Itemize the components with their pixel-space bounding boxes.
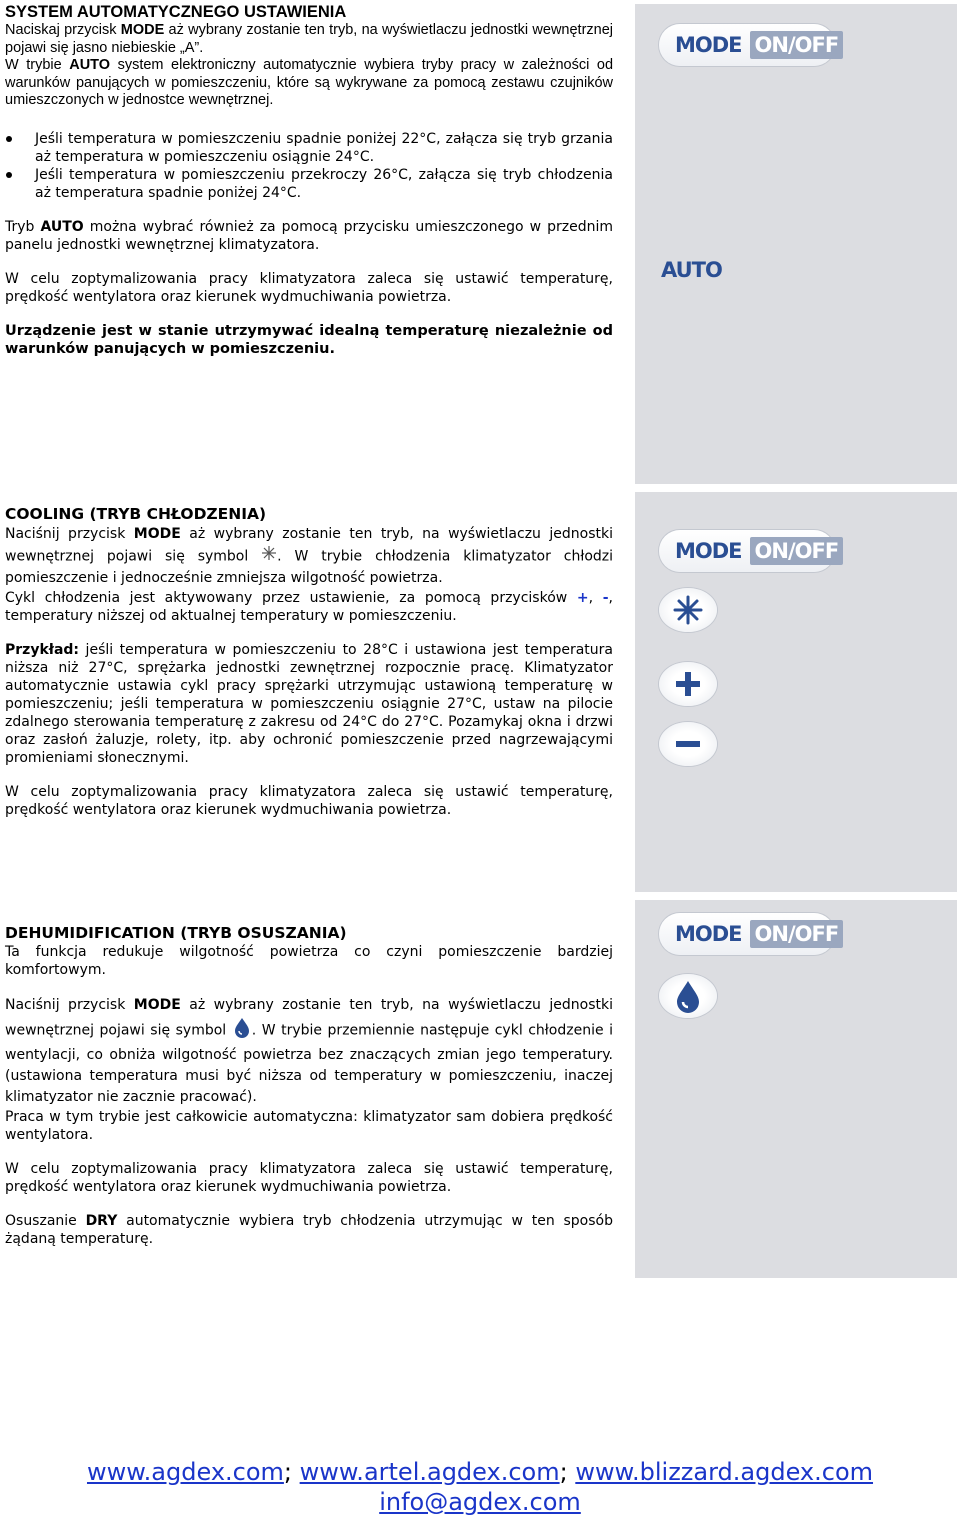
link-agdex[interactable]: www.agdex.com bbox=[86, 1458, 284, 1486]
auto-paragraph-1: Naciskaj przycisk MODE aż wybrany zostanie ten tryb, na wyświetlaczu jednostki wewnętrznej pojawi się jasno niebieskie „A”. bbox=[5, 22, 614, 56]
footer bbox=[0, 1457, 960, 1517]
remote-panel-dehumidification bbox=[635, 900, 957, 1278]
footer-links: www.agdex.com; www.artel.agdex.com; www.blizzard.agdex.com bbox=[86, 1458, 874, 1486]
dehum-paragraph-2: Naciśnij przycisk MODE aż wybrany zostanie ten tryb, na wyświetlaczu jednostki wewnętrznej pojawi się symbol . W trybie przemiennie następuje cykl chłodzenie i wentylacji, co obniża wilgotność powietrza bez znaczących zmian jego temperatury.(ustawiona temperatura musi być niższa od temperatury w pomieszczeniu, inaczej klimatyzator nie zacznie pracować). bbox=[5, 997, 613, 1105]
dehum-paragraph-3: Praca w tym trybie jest całkowicie automatyczna: klimatyzator sam dobiera prędkość wentylatora. bbox=[5, 1109, 613, 1143]
remote-panel-auto bbox=[635, 4, 957, 484]
auto-bullet-list bbox=[5, 130, 613, 202]
section-auto bbox=[5, 2, 613, 358]
auto-bullet-cooling: Jeśli temperatura w pomieszczeniu przekroczy 26°C, załącza się tryb chłodzenia aż temperatura spadnie poniżej 24°C. bbox=[5, 166, 613, 202]
cooling-paragraph-3: Przykład: jeśli temperatura w pomieszczeniu to 28°C i ustawiona jest temperatura niższa niż 27°C, sprężarka jednostki zewnętrznej rozpocznie pracę. Klimatyzator automatycznie ustawia cykl pracy sprężarki utrzymując ustawioną temperaturę w pomieszczeniu; jeśli temperatura w pomieszczeniu osiągnie 27°C, ustaw na pilocie zdalnego sterowania temperaturę z zakresu od 24°C do 27°C. Pozamykaj okna i drzwi oraz zasłoń żaluzje, rolety, itp. aby ochronić pomieszczenie przed nagrzewającymi promieniami słonecznymi. bbox=[5, 642, 613, 766]
auto-bullet-heating: Jeśli temperatura w pomieszczeniu spadnie poniżej 22°C, załącza się tryb grzania aż temperatura w pomieszczeniu osiągnie 24°C. bbox=[5, 130, 613, 166]
auto-title: SYSTEM AUTOMATYCZNEGO USTAWIENIA bbox=[5, 3, 347, 21]
remote-panel-cooling bbox=[635, 492, 957, 892]
cooling-paragraph-2: Cykl chłodzenia jest aktywowany przez ustawienie, za pomocą przycisków +, -, temperatury niższej od aktualnej temperatury w pomieszczeniu. bbox=[5, 590, 613, 624]
link-blizzard[interactable]: www.blizzard.agdex.com bbox=[575, 1458, 874, 1486]
auto-paragraph-4: W celu zoptymalizowania pracy klimatyzatora zaleca się ustawić temperaturę, prędkość wentylatora oraz kierunek wydmuchiwania powietrza. bbox=[5, 270, 613, 305]
dehum-paragraph-1: Ta funkcja redukuje wilgotność powietrza co czyni pomieszczenie bardziej komfortowym. bbox=[5, 944, 613, 978]
plus-button bbox=[659, 662, 717, 706]
mode-onoff-button: MODE ON/OFF bbox=[659, 530, 835, 572]
water-drop-icon bbox=[232, 1016, 252, 1045]
cooling-paragraph-1: Naciśnij przycisk MODE aż wybrany zostanie ten tryb, na wyświetlaczu jednostki wewnętrznej pojawi się symbol . W trybie chłodzenia klimatyzator chłodzi pomieszczenie i jednocześnie zmniejsza wilgotność powietrza. bbox=[5, 526, 614, 586]
mode-onoff-button: MODE ON/OFF bbox=[659, 24, 835, 66]
section-dehumidification bbox=[5, 923, 613, 1248]
plus-icon bbox=[673, 669, 703, 699]
auto-paragraph-2: W trybie AUTO system elektroniczny automatycznie wybiera tryby pracy w zależności od warunków panujących w pomieszczeniu, które są wykrywane za pomocą zestawu czujników umieszczonych w jednostce wewnętrznej. bbox=[5, 57, 614, 108]
cooling-paragraph-4: W celu zoptymalizowania pracy klimatyzatora zaleca się ustawić temperaturę, prędkość wentylatora oraz kierunek wydmuchiwania powietrza. bbox=[5, 784, 613, 818]
auto-label: AUTO bbox=[661, 258, 722, 282]
link-email[interactable]: info@agdex.com bbox=[379, 1488, 581, 1516]
dehum-title: DEHUMIDIFICATION (TRYB OSUSZANIA) bbox=[5, 924, 347, 942]
cooling-title: COOLING (TRYB CHŁODZENIA) bbox=[5, 505, 267, 523]
dehum-paragraph-5: Osuszanie DRY automatycznie wybiera tryb chłodzenia utrzymując w ten sposób żądaną temperaturę. bbox=[5, 1213, 613, 1247]
dehum-paragraph-4: W celu zoptymalizowania pracy klimatyzatora zaleca się ustawić temperaturę, prędkość wentylatora oraz kierunek wydmuchiwania powietrza. bbox=[5, 1161, 613, 1195]
link-artel[interactable]: www.artel.agdex.com bbox=[299, 1458, 560, 1486]
mode-onoff-button: MODE ON/OFF bbox=[659, 913, 835, 955]
section-cooling bbox=[5, 504, 613, 819]
snowflake-icon bbox=[261, 545, 277, 568]
water-drop-icon bbox=[673, 979, 703, 1013]
minus-icon bbox=[673, 729, 703, 759]
snowflake-icon bbox=[672, 594, 704, 626]
water-drop-button bbox=[659, 974, 717, 1018]
auto-paragraph-5: Urządzenie jest w stanie utrzymywać idealną temperaturę niezależnie od warunków panujących w pomieszczeniu. bbox=[5, 322, 613, 357]
snowflake-button bbox=[659, 588, 717, 632]
auto-paragraph-3: Tryb AUTO można wybrać również za pomocą przycisku umieszczonego w przednim panelu jednostki wewnętrznej klimatyzatora. bbox=[5, 218, 614, 253]
minus-button bbox=[659, 722, 717, 766]
footer-email bbox=[0, 1487, 960, 1517]
